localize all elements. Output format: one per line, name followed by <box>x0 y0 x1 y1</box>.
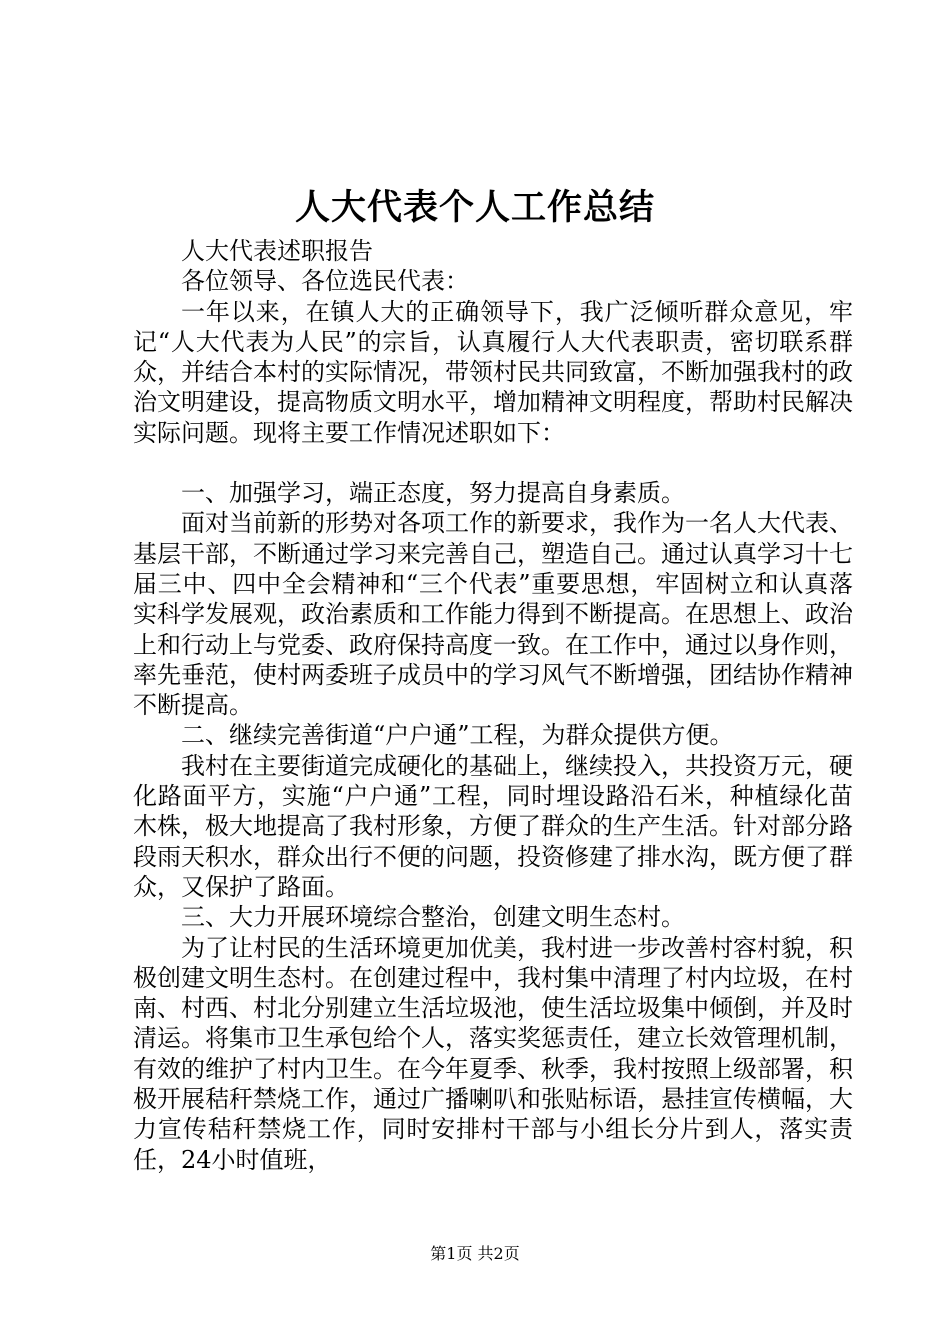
section-heading-1: 一、加强学习，端正态度，努力提高自身素质。 <box>181 479 685 508</box>
section-body-3: 为了让村民的生活环境更加优美，我村进一步改善村容村貌，积极创建文明生态村。在创建过程中，我村集中清理了村内垃圾，在村南、村西、村北分别建立生活垃圾池，使生活垃圾集中倾倒，并及时清运。将集市卫生承包给个人，落实奖惩责任，建立长效管理机制，有效的维护了村内卫生。在今年夏季、秋季，我村按照上级部署，积极开展秸秆禁烧工作，通过广播喇叭和张贴标语，悬挂宣传横幅，大力宣传秸秆禁烧工作，同时安排村干部与小组长分片到人，落实责任，24小时值班， <box>133 933 853 1174</box>
salutation: 各位领导、各位选民代表： <box>181 267 469 296</box>
report-subtitle: 人大代表述职报告 <box>181 237 373 265</box>
section-body-1: 面对当前新的形势对各项工作的新要求，我作为一名人大代表、基层干部，不断通过学习来完善自己，塑造自己。通过认真学习十七届三中、四中全会精神和“三个代表”重要思想，牢固树立和认真落实科学发展观，政治素质和工作能力得到不断提高。在思想上、政治上和行动上与党委、政府保持高度一致。在工作中，通过以身作则，率先垂范，使村两委班子成员中的学习风气不断增强，团结协作精神不断提高。 <box>133 509 853 720</box>
page-footer: 第1页 共2页 <box>430 1244 520 1263</box>
document-body <box>133 236 853 1175</box>
document-title: 人大代表个人工作总结 <box>294 187 655 228</box>
section-body-2: 我村在主要街道完成硬化的基础上，继续投入，共投资万元，硬化路面平方，实施“户户通”工程，同时埋设路沿石米，种植绿化苗木株，极大地提高了我村形象，方便了群众的生产生活。针对部分路段雨天积水，群众出行不便的问题，投资修建了排水沟，既方便了群众，又保护了路面。 <box>133 751 853 901</box>
section-heading-2: 二、继续完善街道“户户通”工程，为群众提供方便。 <box>181 721 734 750</box>
intro-paragraph: 一年以来，在镇人大的正确领导下，我广泛倾听群众意见，牢记“人大代表为人民”的宗旨，认真履行人大代表职责，密切联系群众，并结合本村的实际情况，带领村民共同致富，不断加强我村的政治文明建设，提高物质文明水平，增加精神文明程度，帮助村民解决实际问题。现将主要工作情况述职如下： <box>133 297 853 447</box>
paragraph-gap <box>133 448 853 478</box>
section-heading-3: 三、大力开展环境综合整治，创建文明生态村。 <box>181 903 685 932</box>
